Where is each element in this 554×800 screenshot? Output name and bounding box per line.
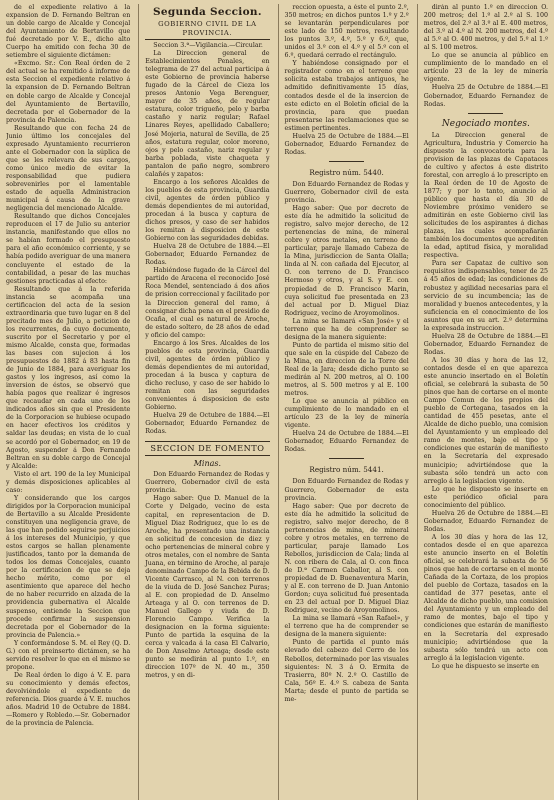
montes-notices (424, 132, 548, 671)
paragraph: Encargo a los señores Alcaldes de los pueblos de esta provincia, Guardia civil, agentes de órden público y demás dependientes de mi autoridad, procedan á la busca y captura de dichos presos, y caso de ser habidos los remitan á disposicion de este Gobierno con las seguridades debidas. (145, 178, 270, 243)
paragraph: Huelva 24 de Octubre de 1884.—El Gobernador, Eduardo Fernandez de Rodas. (284, 430, 409, 454)
paragraph: La Direccion general de Agricultura, Industria y Comercio ha dispuesto la convocatoria para la provision de las plazas de Capataces de cultivo y afectos á este distrito forestal, con arreglo á lo prescripto en la Real órden de 10 de Agosto de 1877; y por lo tanto, anuncio al público que hasta el día 30 de Noviembre próximo venidero se admitirán en este Gobierno civil las solicitudes de los aspirantes á dichas plazas, las cuales acompañarán también los documentos que acrediten la edad, aptitud física, y moralidad respectiva. (423, 131, 548, 260)
paragraph: Resultando que á la referida instancia se acompaña una certificacion del acta de la sesion extraordinaria que tuvo lugar en 8 del precitado mes de Julio, a peticion de los recurrentes, da cuyo documento, suscrito por el Secretario y por el mismo Alcalde, consta que, formadas las bases con sujecion á los presupuestos de 1882 á 83 hasta fin de Junio de 1884, para averiguar los gastos y los ingresos, así como la inversion de éstos, se observó que había pagos que realizar é ingresos que recaudar en cada uno de los indicados años sin que el Presidente de la Corporacion se hubiese ocupado en hacer efectivos los créditos y saldar las deudas; en vista de lo cual se acordó por el Gobernador, en 19 de Agosto, suspender á Don Fernando Beltran en su doble cargo de Concejal y Alcalde: (6, 285, 131, 470)
paragraph: La mina se llamará «San Rafael», y el terreno que ha de comprender se designa de la manera siguiente: (284, 615, 409, 639)
paragraph: De Real órden lo digo á V. E. para su conocimiento y demás efectos, devolviéndole el expediente de referencia. Dios guarde á V. E. muchos años. Madrid 10 de Octubre de 1884. —Romero y Robledo.—Sr. Gobernador de la provincia de Palencia. (6, 671, 131, 728)
column-container (6, 4, 548, 800)
paragraph: Resultando que dichos Concejales reproducen el 17 de Julio su anterior instancia, manifestando que ellos no se habían formado el presupuesto para el año económico corriente, y se había podido averiguar de una manera concluyente el estado de la contabilidad, a pesar de las muchas gestiones practicadas al efecto: (6, 213, 131, 285)
paragraph: Seccion 3.ª—Vigilancia.—Circular. (153, 42, 263, 49)
paragraph: «Excmo. Sr.: Con Real órden de 2 del actual se ha remitido á informe de esta Seccion el expediente relativo á la expansion de D. Fernando Beltran en doble cargo de Alcalde y Concejal del Ayuntamiento de Bertavillo, decretada por el Gobernador de la provincia de Palencia. (6, 60, 131, 124)
vigilancia-notices (145, 42, 269, 436)
column-3 (278, 4, 409, 800)
paragraph: Don Eduardo Fernandez de Rodas y Guerrero, Gobernador de esta provincia. (284, 478, 409, 502)
paragraph: Lo que se anuncia al público en cumplimiento de lo mandado en el artículo 23 de la ley de minería vigente. (423, 52, 548, 84)
section-subtitle: GOBIERNO CIVIL DE LA PROVINCIA. (145, 20, 269, 40)
paragraph: Hago saber: Que D. Manuel de la Corte y Delgado, vecino de esta capital, en representacion de D. Miguel Diaz Rodriguez, que lo es de Aroche, ha presentado una instancia en solicitud de concesion de diez y ocho pertenencias de mineral cobre y otros metales, con el nombre de Santa Juana, en término de Aroche, al paraje denominado Campo de la Bebida de D. Vicente Carrasco, al N. con terrenos de la viuda de D. José Sanchez Puras; al E. con propiedad de D. Anselmo Arteaga y al O. con terrenos de D. Manuel Gallego y viuda de D. Florencio Campo. Verifica la designacion en la forma siguiente: Punto de partida la esquina de la cerca y valcada á la casa El Calvario, de Don Anselmo Arteaga; desde este punto se medirán al punto 1.º, en direccion 107º de N. 40 m., 350 metros, y en di- (145, 495, 270, 680)
paragraph: Huelva 25 de Octubre de 1884.—El Gobernador, Eduardo Fernandez de Rodas. (284, 132, 409, 156)
paragraph: dirán al punto 1.º en direccion O. 200 metros; del 1.º al 2.º al S. 100 metros, del 2.º al 3.º al E. 400 metros, del 3.º al 4.º al N. 200 metros, del 4.º al 5.º al O. 400 metros, y del 5.º al 1.º al S. 100 metros. (423, 4, 548, 52)
registro-5440-heading: Registro núm. 5440. (309, 167, 384, 177)
paragraph: Don Eduardo Fernandez de Rodas y Guerrero, Gobernador civil de esta provincia. (145, 471, 270, 495)
column-2 (138, 4, 269, 800)
paragraph: Don Eduardo Fernandez de Rodas y Guerrero, Gobernador civil de esta provincia. (284, 180, 409, 204)
minas-notice (145, 471, 269, 680)
paragraph: La mina se llamará «San José» y el terreno que ha de comprender se designa de la manera siguiente: (284, 317, 409, 341)
divider (468, 113, 503, 114)
paragraph: Visto el art. 190 de la ley Municipal y demás disposiciones aplicables al caso: (6, 470, 131, 494)
registro-5441-text (285, 478, 409, 703)
paragraph: Lo que se anuncia al público en cumplimiento de lo mandado en el artículo 23 de la ley de minería vigente. (284, 398, 409, 430)
minas-heading: Minas. (193, 459, 222, 469)
section-title: Segunda Seccion. (152, 6, 262, 18)
paragraph: A los 30 días y hora de las 12, contados desde el en que aparezca este anuncio inserto en el Boletín oficial, se celebrará la subasta de 56 pinos que han de cortarse en el monte Cañada de la Cortaza, de los propios del pueblo de Cortaza, tasados en la cantidad de 377 pesetas, ante el Alcalde de dicho pueblo, una comision del Ayuntamiento y un empleado del ramo de montes, bajo el tipo y condiciones que estarán de manifiesto en la Secretaría del expresado municipio; advirtiéndose que la subasta sólo tendrá un acto con arreglo á la legislacion vigente. (423, 533, 548, 662)
paragraph: Lo que he dispuesto se inserte en (431, 662, 540, 670)
fomento-heading: SECCION DE FOMENTO (145, 441, 269, 456)
paragraph: A los 30 días y hora de las 12, contados desde el en que aparezca este anuncio insertado en el Boletín oficial, se celebrará la subasta de 50 pinos que han de cortarse en el monte Campo Comun de los propios del pueblo de Cortegana, tasados en la cantidad de 455 pesetas, ante el Alcalde de dicho pueblo, una comision del Ayuntamiento y un empleado del ramo de montes, bajo el tipo y condiciones que estarán de manifiesto en la Secretaría del expresado municipio; advirtiéndose que la subasta sólo tendrá un acto con arreglo á la legislacion vigente. (423, 356, 548, 485)
paragraph: Hago saber: Que por decreto de este día he admitido la solicitud de registro, salvo mejor derecho, de 8 pertenencias de mina, de mineral cobre y otros metales, en terreno de particular, paraje llamado Los Rebollos, jurisdiccion de Cala; linda al N. con ribera de Cala, al O. con finca de D.ª Carmen Caballor, al S. con propiedad de D. Buenaventura Marin, y al E. con terreno de D. Juan Antonio Gordon; cuya solicitud fué presentada en 23 del actual por D. Miguel Diaz Rodriguez, vecino de Aroyomolinos. (284, 502, 409, 615)
paragraph: Punto de partida el mismo sitio del que sale en la cúspide del Cabezo de la Mina, en direccion de la Torre del Real de la Jara; desde dicho punto se medirán al N. 200 metros, al O. 100 metros, al S. 500 metros y al E. 100 metros. (284, 341, 409, 398)
mine-notice-continued (285, 4, 409, 157)
paragraph: Punto de partida el punto más elevado del cabezo del Cerro de los Rebollos, determinado por las visuales siguientes: N. 3 á O. Ermita de Trasierra, 80º N. 2.º O. Castillo de Cala, 56º E. 4.º S. cabeza de Santa Marta; desde el punto de partida se me- (284, 639, 409, 703)
paragraph: Huelva 28 de Octubre de 1884.—El Gobernador, Eduardo Fernandez de Rodas. (145, 243, 270, 267)
paragraph: Huelva 25 de Octubre de 1884.—El Gobernador, Eduardo Fernandez de Rodas. (423, 84, 548, 108)
paragraph: Y habiéndose consignado por el registrador como en el terreno que solicita estaba trabajos antiguos, he admitido definitivamente 15 días, contados desde el de la insercion de este edicto en el Boletín oficial de la provincia, para que puedan presentarse las reclamaciones que se estimen pertinentes. (284, 60, 409, 132)
divider (329, 161, 364, 162)
paragraph: Hago saber: Que por decreto de este día he admitido la solicitud de registro, salvo mejor derecho, de 12 pertenencias de mina, de mineral cobre y otros metales, en terreno de particular, paraje llamado Cabeza de la Mina, jurisdiccion de Santa Olalla; linda al N. con cañada del Ejecutor, al O. con terreno de D. Francisco Hermoso y otros, y al S. y E. con propiedad de D. Francisco Marin, cuya solicitud fue presentada en 23 del actual por D. Miguel Diaz Rodriguez, vecino de Aroyomolinos. (284, 205, 409, 317)
paragraph: Y considerando que los cargos dirigidos por la Corporacion municipal de Bertavillo a su Alcalde Presidente constituyen una negligencia grave, de las que han podido seguirse perjuicios á los intereses del Municipio, y que estos cargos se hallan plenamente justificados, tanto por la demanda de todos los demas Concejales, cuanto por la certificacion de que se deja hecho mérito, como por el asentimiento que aparece del hecho de no haber recurrido en alzada de la providencia gubernativa el Alcalde suspenso, entiende la Seccion que procede confirmar la suspension decretada por el Gobernador de la provincia de Palencia.» (6, 494, 131, 639)
paragraph: Para ser Capataz de cultivo son requisitos indispensables, tener de 25 á 45 años de edad; las condiciones de robustez y agilidad necesarias para el servicio de su incumbencia; las de moralidad y buenos antecedentes, y la suficiencia en el conocimiento de los asuntos que en su art. 2.º determina la expresada instruccion. (423, 260, 548, 332)
paragraph: Encargo á los Sres. Alcaldes de los pueblos de esta provincia, Guardia civil, agentes de órden público y demás dependientes de mi autoridad, procedan á la busca y captura de dicho recluso, y caso de ser habido lo remitan con las seguridades convenientes á disposicion de este Gobierno. (145, 339, 270, 412)
divider (329, 458, 364, 459)
paragraph: Huelva 28 de Octubre de 1884.—El Gobernador, Eduardo Fernandez de Rodas. (423, 332, 548, 356)
mine-notice-end (424, 4, 548, 109)
column-1-text (6, 4, 130, 728)
paragraph: Lo que he dispuesto se inserte en este periódico oficial para conocimiento del público. (423, 485, 548, 509)
paragraph: Habiéndose fugado de la Cárcel del partido de Aracena el reconocido José Roca Mendel, sentenciado á dos años de prision correccional y facilitado por la Direccion general del ramo, á consignar dicha pena en el presidio de Ocaña, el cual es natural de Aroche, de estado soltero, de 28 años de edad y oficio del campo: (145, 267, 270, 339)
column-4 (417, 4, 548, 800)
registro-5441-heading: Registro núm. 5441. (309, 465, 384, 475)
paragraph: de el expediente relativo á la expansion de D. Fernando Beltran en un doble cargo de Alcalde y Concejal del Ayuntamiento de Bertavillo que fué decretado por V. E., dicho alto Cuerpo ha emitido con fecha 30 de setiembre el siguiente dictámen: (6, 4, 131, 60)
paragraph: La Direccion general de Establecimientos Penales, en telegrama de 27 del actual participa á este Gobierno de provincia haberse fugado de la Cárcel de Cieza los presos Antonio Vega Berenguer, mayor de 35 años, de regular estatura, color trigueño, pelo y barba castaño y nariz regular; Rafael Linares Reyes, apellidado Caballero; José Mojeria, natural de Sevilla, de 25 años, estatura regular, color moreno, ojos y pelo castaño, nariz regular y barba poblada, viste chaqueta y pantalon de paño negro, sombrero calañés y zapatos: (145, 50, 270, 178)
paragraph: Huelva 26 de Octubre de 1884.—El Gobernador, Eduardo Fernandez de Rodas. (423, 509, 548, 533)
paragraph: Huelva 29 de Octubre de 1884.—El Gobernador, Eduardo Fernandez de Rodas. (145, 412, 270, 436)
paragraph: reccion opuesta, a éste el punto 2.º, 350 metros; en dichos puntos 1.º y 2.º se levantarán perpendiculares por este lado de 150 metros, resultando los puntos 3.º, 4.º, 5.º y 6.º, que, unidos el 3.º con el 4.º y el 5.º con el 6.º, quedará cerrado el rectángulo. (284, 4, 409, 60)
registro-5440-text (285, 181, 409, 455)
negociado-montes-heading: Negociado montes. (441, 118, 530, 129)
paragraph: Resultando que con fecha 24 de Junio último los concejales del expresado Ayuntamiento recurrieron ante el Gobernador con la súplica de que se les relevara de sus cargos, como único medio de evitar la responsabilidad que pudiera sobrevenirles por el lamentable estado de aquella Administracion municipal á causa de la grave negligencia del mencionado Alcalde. (6, 124, 131, 213)
column-1 (6, 4, 130, 800)
paragraph: Y conformándose S. M. el Rey (Q. D. G.) con el preinserto dictámen, se ha servido resolver lo que en el mismo se propone. (6, 639, 131, 671)
